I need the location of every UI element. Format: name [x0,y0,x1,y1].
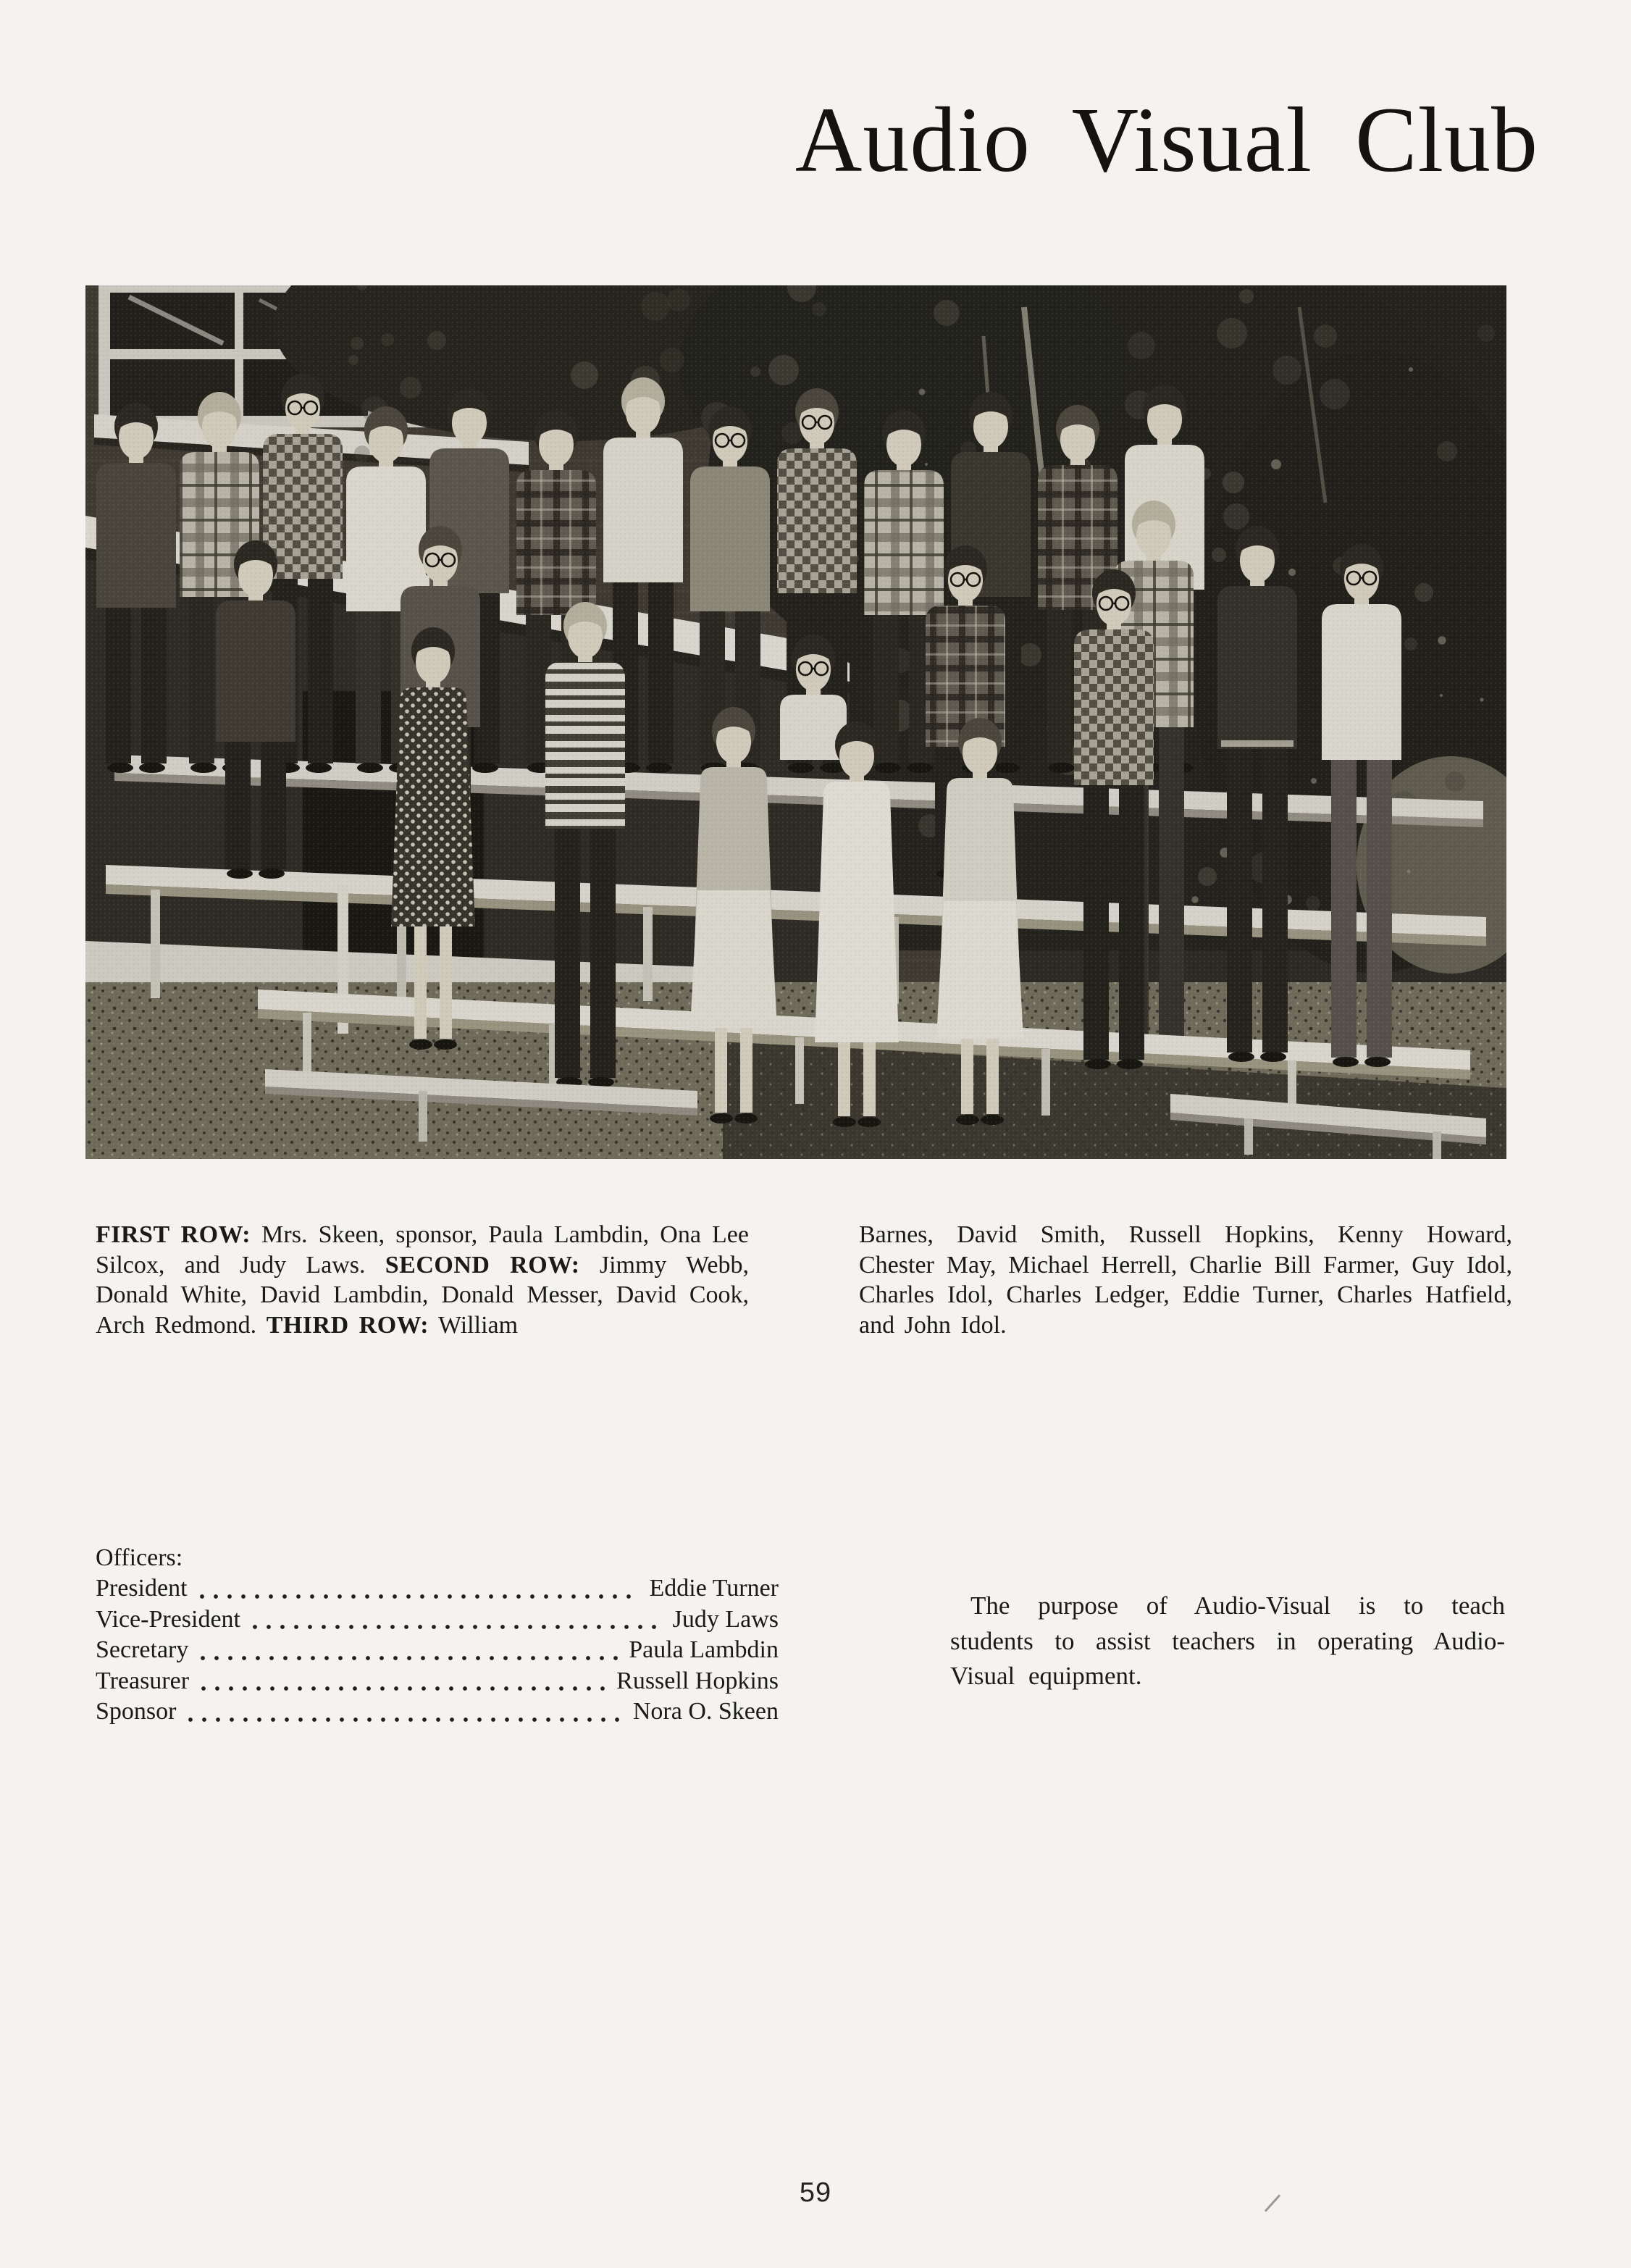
officer-name: Judy Laws [672,1605,779,1633]
caption-third-row-label: THIRD ROW: [266,1311,429,1339]
club-group-photo [85,285,1506,1159]
officer-title: Vice-President [96,1605,240,1633]
caption-first-row-names: Mrs. Skeen, sponsor, Paula Lambdin, Ona Lee Silcox, and Judy Laws. [96,1221,749,1279]
officer-row-treasurer [96,1666,779,1697]
officer-name: Russell Hopkins [616,1667,779,1694]
dot-leader [252,1623,663,1630]
page-title: Audio Visual Club [794,88,1538,191]
caption-first-row-label: FIRST ROW: [96,1221,251,1248]
officers-list [96,1543,779,1728]
officer-row-vice-president [96,1604,779,1636]
officer-title: Secretary [96,1636,189,1663]
dot-leader [188,1715,622,1723]
officer-name: Nora O. Skeen [632,1698,779,1725]
officers-heading: Officers: [96,1544,183,1571]
caption-second-row-names: Jimmy Webb, Donald White, David Lambdin, Donald Messer, David Cook, Arch Redmond. [96,1251,750,1339]
officer-title: Treasurer [96,1667,190,1694]
officer-row-sponsor [96,1696,779,1728]
page-number: 59 [799,2177,832,2208]
caption-right-column [859,1220,1512,1340]
dot-leader [200,1654,619,1661]
officer-row-secretary [96,1635,779,1666]
caption-third-row-start: William [429,1311,519,1339]
dot-leader [199,1592,640,1599]
dot-leader [201,1684,606,1691]
group-photo-illustration [85,285,1506,1159]
officer-row-president [96,1573,779,1604]
caption-left-column [96,1220,749,1340]
officer-title: Sponsor [96,1698,177,1725]
officer-title: President [96,1575,188,1602]
officer-name: Eddie Turner [649,1575,779,1602]
purpose-paragraph: The purpose of Audio-Visual is to teach students to assist teachers in operating Audio-Visual equipment. [950,1591,1505,1690]
caption-third-row-continued: Barnes, David Smith, Russell Hopkins, Kenny Howard, Chester May, Michael Herrell, Charlie Bill Farmer, Guy Idol, Charles Idol, Charles Ledger, Eddie Turner, Charles Hatfield, and John Idol. [859,1221,1512,1339]
caption-second-row-label: SECOND ROW: [385,1251,580,1279]
officer-name: Paula Lambdin [629,1636,779,1663]
